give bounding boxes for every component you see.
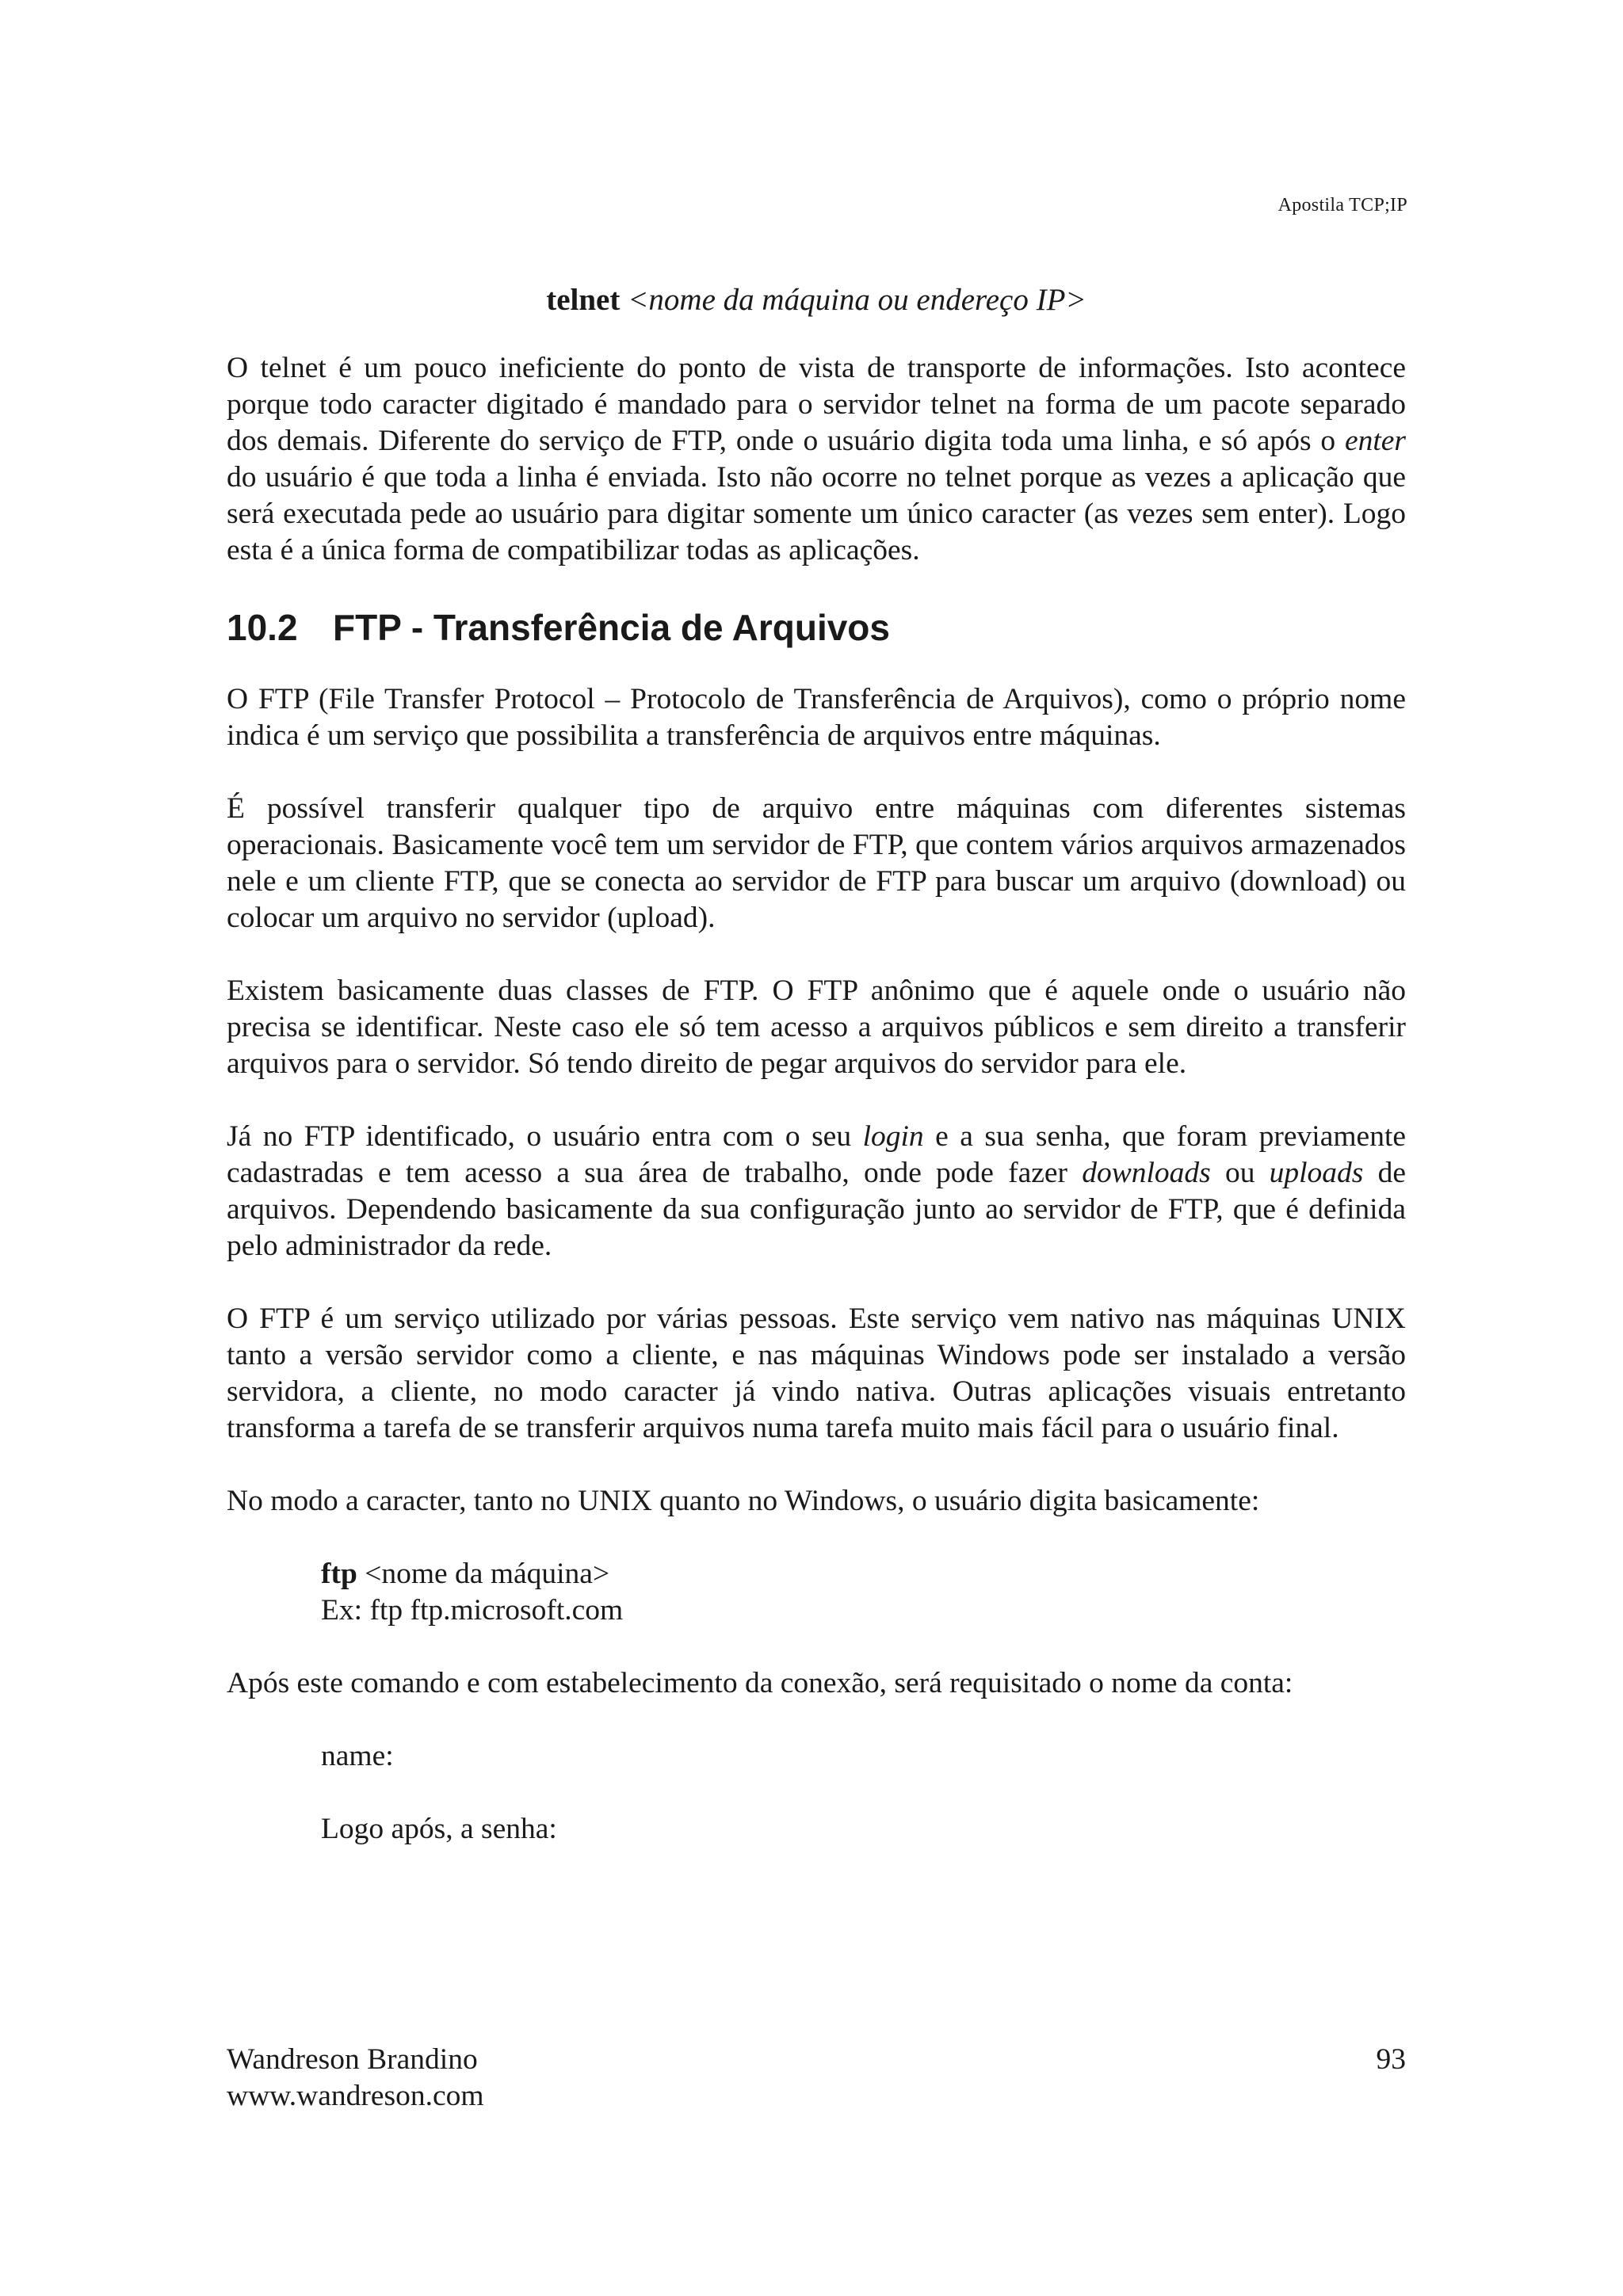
emphasis-downloads: downloads <box>1082 1157 1211 1189</box>
page-number: 93 <box>1376 2043 1406 2076</box>
paragraph-ftp-classes: Existem basicamente duas classes de FTP. O FTP anônimo que é aquele onde o usuário não precisa se identificar. Neste caso ele só tem acesso a arquivos públicos e sem direito a transferir arquivos para o servidor. Só tendo direito de pegar arquivos do servidor para ele. <box>227 974 1406 1080</box>
ftp-command-block <box>321 1556 1406 1629</box>
paragraph-ftp-transfer: É possível transferir qualquer tipo de arquivo entre máquinas com diferentes sistemas operacionais. Basicamente você tem um servidor de FTP, que contem vários arquivos armazenados nele e um cliente FTP, que se conecta ao servidor de FTP para buscar um arquivo (download) ou colocar um arquivo no servidor (upload). <box>227 792 1406 934</box>
password-note <box>321 1811 1406 1848</box>
page-footer <box>227 2042 1406 2115</box>
telnet-keyword: telnet <box>546 283 621 317</box>
ftp-keyword: ftp <box>321 1558 357 1590</box>
ftp-command-syntax <box>321 1556 1406 1592</box>
page-body <box>227 282 1406 1884</box>
section-heading <box>227 605 1406 650</box>
telnet-argument: <nome da máquina ou endereço IP> <box>620 283 1086 317</box>
text-run: do usuário é que toda a linha é enviada. Isto não ocorre no telnet porque as vezes a aplicação que será executada pede ao usuário para digitar somente um único caracter (as vezes sem enter). Logo esta é a única forma de compatibilizar todas as aplicações. <box>227 461 1406 566</box>
ftp-command-example: Ex: ftp ftp.microsoft.com <box>321 1594 624 1627</box>
footer-website: www.wandreson.com <box>227 2080 484 2112</box>
section-number: 10.2 <box>227 607 298 648</box>
text-run: O telnet é um pouco ineficiente do ponto de vista de transporte de informações. Isto acontece porque todo caracter digitado é mandado para o servidor telnet na forma de um pacote separado dos demais. Diferente do serviço de FTP, onde o usuário digita toda uma linha, e só após o <box>227 352 1406 457</box>
emphasis-login: login <box>862 1120 924 1153</box>
paragraph-ftp-usage: O FTP é um serviço utilizado por várias pessoas. Este serviço vem nativo nas máquinas UNIX tanto a versão servidor como a cliente, e nas máquinas Windows pode ser instalado a versão servidora, a cliente, no modo caracter já vindo nativa. Outras aplicações visuais entretanto transforma a tarefa de se transferir arquivos numa tarefa muito mais fácil para o usuário final. <box>227 1302 1406 1444</box>
paragraph-after-command: Após este comando e com estabelecimento da conexão, será requisitado o nome da conta: <box>227 1667 1293 1699</box>
name-prompt-text: name: <box>321 1740 394 1772</box>
footer-author: Wandreson Brandino <box>227 2043 478 2076</box>
text-run: ou <box>1210 1157 1270 1189</box>
paragraph-character-mode: No modo a caracter, tanto no UNIX quanto no Windows, o usuário digita basicamente: <box>227 1485 1260 1517</box>
ftp-argument: <nome da máquina> <box>357 1558 610 1590</box>
section-title: FTP - Transferência de Arquivos <box>333 607 890 648</box>
telnet-command-syntax <box>227 282 1406 318</box>
text-run: de arquivos. Dependendo basicamente da sua configuração junto ao servidor de FTP, que é definida pelo administrador da rede. <box>227 1157 1406 1262</box>
paragraph-telnet <box>227 350 1406 569</box>
paragraph-ftp-identified <box>227 1119 1406 1264</box>
text-run: e a sua senha, que foram previamente cadastradas e tem acesso a sua área de trabalho, onde pode fazer <box>227 1120 1407 1189</box>
emphasis-enter: enter <box>1344 425 1406 457</box>
running-header: Apostila TCP;IP <box>1277 195 1407 215</box>
emphasis-uploads: uploads <box>1269 1157 1364 1189</box>
text-run: Já no FTP identificado, o usuário entra com o seu <box>227 1120 863 1153</box>
name-prompt <box>321 1738 1406 1775</box>
password-note-text: Logo após, a senha: <box>321 1813 557 1845</box>
paragraph-ftp-intro: O FTP (File Transfer Protocol – Protocolo de Transferência de Arquivos), como o próprio nome indica é um serviço que possibilita a transferência de arquivos entre máquinas. <box>227 683 1406 752</box>
